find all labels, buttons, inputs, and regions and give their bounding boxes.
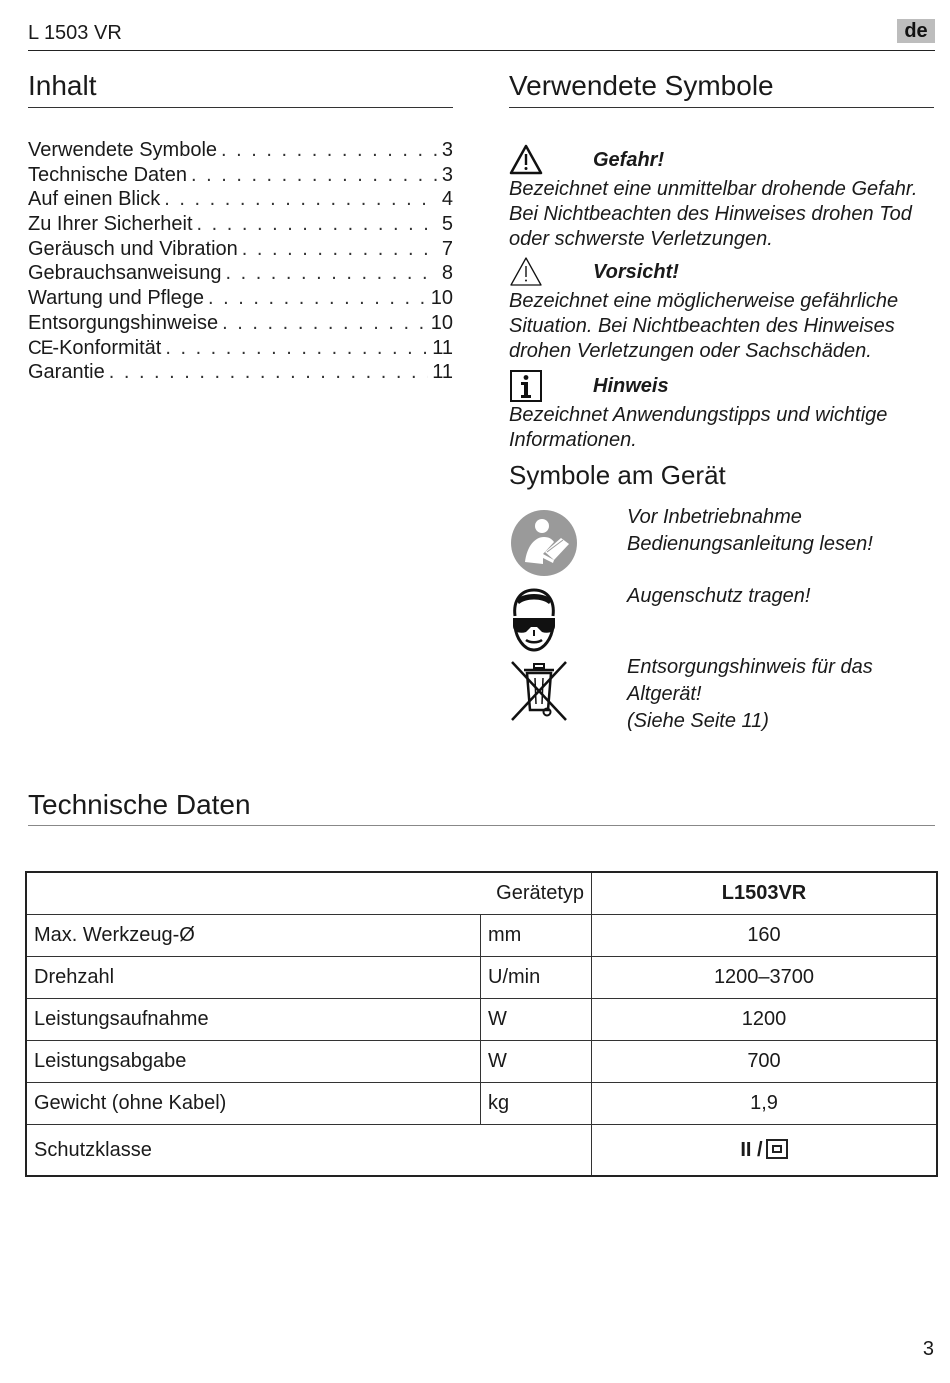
technical-data-table [25, 871, 938, 1177]
table-header-row [26, 872, 937, 915]
header-label-cell: Gerätetyp [26, 872, 592, 915]
device-symbol-text [627, 654, 927, 735]
crossed-bin-icon [509, 660, 569, 722]
table-row [26, 1041, 937, 1083]
double-insulation-icon [766, 1139, 788, 1159]
toc-item-label: Garantie [28, 361, 105, 384]
read-manual-icon [509, 508, 579, 578]
row-value: 1200 [592, 999, 938, 1041]
toc-item-page: 3 [441, 139, 453, 161]
symbols-title-rule [509, 107, 934, 108]
row-name: Leistungsabgabe [26, 1041, 481, 1083]
device-symbol-line: Entsorgungshinweis für das [627, 656, 873, 678]
toc-title-rule [28, 107, 453, 108]
row-value: 1,9 [592, 1083, 938, 1125]
row-unit: W [481, 999, 592, 1041]
toc-item[interactable] [28, 163, 453, 188]
table-row [26, 957, 937, 999]
toc-item-label: Zu Ihrer Sicherheit [28, 213, 193, 236]
toc-item-page: 8 [441, 262, 453, 285]
technical-data-title: Technische Daten [28, 789, 251, 820]
row-name: Gewicht (ohne Kabel) [26, 1083, 481, 1125]
toc-item-label: Auf einen Blick [28, 188, 161, 211]
symbol-danger [509, 143, 934, 252]
toc-item-label: -Konformität [52, 336, 162, 359]
table-row [26, 1125, 937, 1177]
toc-leader [208, 286, 427, 311]
toc-item-label: Wartung und Pflege [28, 287, 205, 310]
device-symbols-title: Symbole am Gerät [509, 460, 726, 490]
toc-item-page: 10 [430, 311, 453, 334]
toc-leader [222, 311, 427, 336]
row-value: 700 [592, 1041, 938, 1083]
page-number: 3 [922, 1338, 934, 1360]
symbol-description: Bezeichnet eine möglicherweise gefährliche Situation. Bei Nichtbeachten des Hinweises drohen Verletzungen oder Sachschäden. [509, 290, 899, 362]
toc-item-page: 3 [441, 163, 453, 186]
toc-item-label: Gebrauchsanweisung [28, 262, 222, 285]
symbol-note [509, 369, 934, 453]
symbol-title: Gefahr! [593, 148, 665, 171]
device-symbol-line: Altgerät! [627, 683, 702, 705]
toc-item-page: 4 [441, 188, 453, 211]
toc-item-label: Verwendete Symbole [28, 139, 218, 161]
row-unit: U/min [481, 957, 592, 999]
eye-protection-icon [509, 586, 559, 654]
toc-item-label: Technische Daten [28, 163, 187, 186]
toc-item[interactable] [28, 336, 453, 361]
toc-item-page: 11 [432, 336, 453, 359]
toc-leader [221, 138, 438, 163]
toc-leader [165, 336, 428, 361]
row-unit: kg [481, 1083, 592, 1125]
technical-data-rule [28, 825, 935, 826]
info-icon [509, 369, 543, 403]
device-symbol-line: Bedienungsanleitung lesen! [627, 533, 873, 555]
device-symbol-text [627, 504, 927, 558]
row-name: Max. Werkzeug-Ø [26, 915, 481, 957]
toc-leader [197, 212, 438, 237]
row-value: 1200–3700 [592, 957, 938, 999]
ce-mark-icon: CE [28, 337, 53, 359]
row-value: 160 [592, 915, 938, 957]
toc-leader [109, 360, 429, 385]
toc-leader [242, 237, 438, 262]
toc-item-label: Entsorgungshinweise [28, 311, 219, 334]
header-divider [28, 50, 935, 51]
toc-item-label: Geräusch und Vibration [28, 237, 238, 260]
row-name: Drehzahl [26, 957, 481, 999]
symbol-description: Bezeichnet eine unmittelbar drohende Gefahr. Bei Nichtbeachten des Hinweises drohen Tod oder schwerste Verletzungen. [509, 178, 918, 250]
header-model-cell: L1503VR [592, 872, 938, 915]
table-row [26, 1083, 937, 1125]
toc-item[interactable] [28, 138, 453, 163]
toc-item[interactable] [28, 187, 453, 212]
protection-class-value: II / [740, 1138, 763, 1161]
row-name: Schutzklasse [26, 1125, 592, 1177]
toc-item-page: 5 [441, 213, 453, 236]
language-badge: de [897, 19, 935, 43]
toc-title: Inhalt [28, 70, 97, 101]
toc-item-page: 11 [432, 361, 453, 384]
table-of-contents [28, 138, 453, 385]
row-name: Leistungsaufnahme [26, 999, 481, 1041]
toc-item[interactable] [28, 237, 453, 262]
symbol-caution [509, 255, 934, 364]
toc-item[interactable] [28, 311, 453, 336]
device-symbol-text [627, 583, 927, 610]
toc-item[interactable] [28, 360, 453, 385]
toc-leader [225, 261, 437, 286]
device-symbol-line: (Siehe Seite 11) [627, 710, 769, 732]
protection-class-cell [592, 1125, 938, 1177]
symbol-title: Vorsicht! [593, 260, 679, 283]
toc-item[interactable] [28, 286, 453, 311]
toc-item-page: 7 [441, 237, 453, 260]
toc-item[interactable] [28, 261, 453, 286]
symbols-title: Verwendete Symbole [509, 70, 774, 101]
symbol-title: Hinweis [593, 374, 669, 397]
toc-leader [191, 163, 438, 188]
row-unit: W [481, 1041, 592, 1083]
device-symbol-line: Augenschutz tragen! [627, 585, 811, 607]
table-row [26, 999, 937, 1041]
document-model: L 1503 VR [28, 22, 122, 44]
toc-leader [164, 187, 438, 212]
symbol-description: Bezeichnet Anwendungstipps und wichtige Informationen. [509, 404, 888, 451]
table-row [26, 915, 937, 957]
toc-item-page: 10 [430, 287, 453, 310]
caution-triangle-icon [509, 255, 543, 289]
warning-triangle-icon [509, 143, 543, 177]
device-symbol-line: Vor Inbetriebnahme [627, 506, 802, 528]
toc-item[interactable] [28, 212, 453, 237]
row-unit: mm [481, 915, 592, 957]
